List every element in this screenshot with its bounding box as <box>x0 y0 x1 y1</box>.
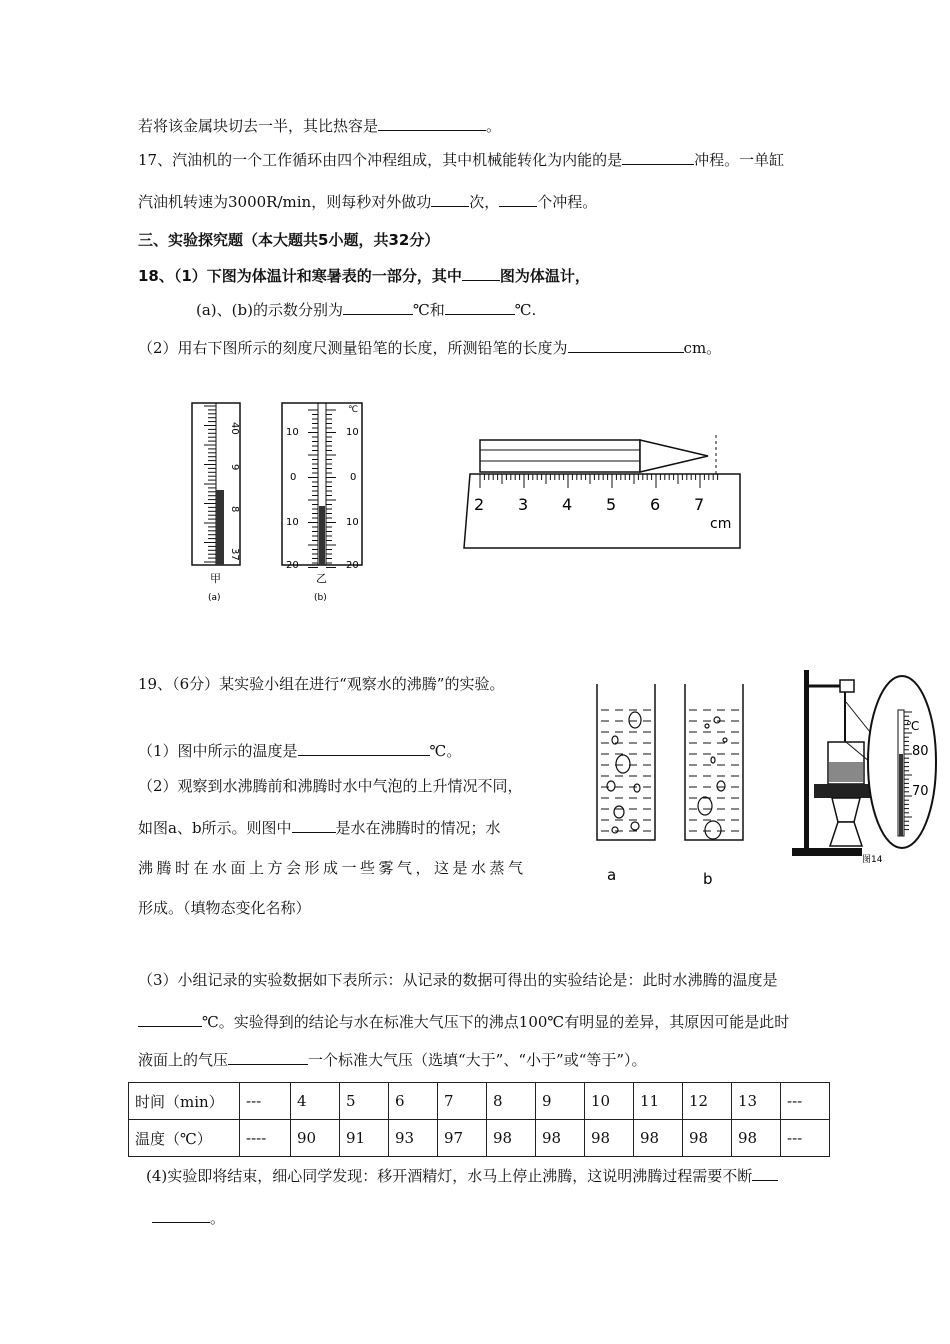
q19-line10: (4)实验即将结束，细心同学发现：移开酒精灯，水马上停止沸腾，这说明沸腾过程需要不断 <box>146 1166 778 1186</box>
table-cell: 93 <box>389 1120 438 1157</box>
figure-label: 甲 <box>210 572 221 585</box>
q19-line7: （3）小组记录的实验数据如下表所示：从记录的数据可得出的实验结论是：此时水沸腾的温度是 <box>138 971 778 989</box>
answer-blank[interactable] <box>343 300 413 315</box>
ruler-pencil-figure <box>460 430 750 560</box>
beaker-a <box>597 684 655 840</box>
q19-line5: 沸腾时在水面上方会形成一些雾气，这是水蒸气 <box>138 859 527 877</box>
q17-line2: 汽油机转速为3000R/min，则每秒对外做功 次， 个冲程。 <box>138 193 598 211</box>
tick-label: 40 <box>229 422 240 435</box>
ruler-number: 3 <box>518 495 529 514</box>
table-cell: 时间（min） <box>129 1083 240 1120</box>
unit-label: ℃ <box>906 719 920 733</box>
answer-blank[interactable] <box>752 1166 778 1181</box>
table-cell: 98 <box>634 1120 683 1157</box>
table-cell: 12 <box>683 1083 732 1120</box>
answer-blank[interactable] <box>298 741 430 756</box>
table-row <box>129 1083 830 1120</box>
table-cell: 13 <box>732 1083 781 1120</box>
figure-sublabel: (a) <box>208 593 221 603</box>
answer-blank[interactable] <box>228 1050 308 1065</box>
tick-label: 37 <box>229 548 240 561</box>
table-cell: 11 <box>634 1083 683 1120</box>
beaker-label: b <box>703 870 713 888</box>
answer-blank[interactable] <box>462 266 500 281</box>
tick-label: 10 <box>286 517 299 528</box>
figure-caption: 图14 <box>862 855 883 865</box>
answer-blank[interactable] <box>499 192 537 207</box>
boiling-apparatus-figure <box>788 662 938 872</box>
q18-line1: 18、（1）下图为体温计和寒暑表的一部分，其中 图为体温计， <box>138 267 590 285</box>
q19-line6: 形成。（填物态变化名称） <box>138 899 311 917</box>
table-cell: 98 <box>732 1120 781 1157</box>
table-cell: 7 <box>438 1083 487 1120</box>
table-cell: 98 <box>683 1120 732 1157</box>
table-cell: 5 <box>340 1083 389 1120</box>
beaker-label: a <box>607 866 617 884</box>
clinical-thermometer-figure <box>180 398 250 608</box>
ruler-number: 2 <box>474 495 485 514</box>
q18-line3: （2）用右下图所示的刻度尺测量铅笔的长度，所测铅笔的长度为 cm。 <box>138 339 722 357</box>
table-cell: 91 <box>340 1120 389 1157</box>
tick-label: 10 <box>346 427 359 438</box>
ruler-number: 5 <box>606 495 617 514</box>
line-specific-heat: 若将该金属块切去一半，其比热容是 。 <box>138 117 502 135</box>
table-cell: 10 <box>585 1083 634 1120</box>
table-cell: 温度（℃） <box>129 1120 240 1157</box>
answer-blank[interactable] <box>568 338 684 353</box>
tick-label: 0 <box>290 472 297 483</box>
q17-line1: 17、汽油机的一个工作循环由四个冲程组成，其中机械能转化为内能的是 冲程。一单缸 <box>138 151 785 169</box>
scale-label: 80 <box>912 744 929 759</box>
table-cell: 98 <box>585 1120 634 1157</box>
answer-blank[interactable] <box>152 1208 210 1223</box>
answer-blank[interactable] <box>138 1012 202 1027</box>
figure-label: 乙 <box>316 572 327 585</box>
answer-blank[interactable] <box>378 116 486 131</box>
room-thermometer-figure <box>276 398 376 608</box>
answer-blank[interactable] <box>622 150 694 165</box>
boiling-beakers-figure <box>585 680 765 895</box>
answer-blank[interactable] <box>431 192 469 207</box>
tick-label: 20 <box>346 560 359 571</box>
unit-label: ℃ <box>348 405 359 415</box>
table-cell: 98 <box>487 1120 536 1157</box>
q19-line3: （2）观察到水沸腾前和沸腾时水中气泡的上升情况不同， <box>138 777 523 795</box>
table-cell: 8 <box>487 1083 536 1120</box>
tick-label: 20 <box>286 560 299 571</box>
table-cell: 6 <box>389 1083 438 1120</box>
table-cell: ---- <box>240 1120 291 1157</box>
scale-label: 70 <box>912 784 929 799</box>
table-row <box>129 1120 830 1157</box>
table-cell: --- <box>781 1083 830 1120</box>
answer-blank[interactable] <box>445 300 515 315</box>
section-heading: 三、实验探究题（本大题共5小题，共32分） <box>138 231 440 249</box>
q18-line2: (a)、(b)的示数分别为 ℃和 ℃. <box>196 301 537 319</box>
ruler-number: 4 <box>562 495 573 514</box>
table-cell: 97 <box>438 1120 487 1157</box>
q19-line8: ℃。实验得到的结论与水在标准大气压下的沸点100℃有明显的差异，其原因可能是此时 <box>138 1012 789 1032</box>
table-cell: 9 <box>536 1083 585 1120</box>
table-cell: --- <box>240 1083 291 1120</box>
table-cell: 98 <box>536 1120 585 1157</box>
ruler-number: 7 <box>694 495 705 514</box>
q19-line1: 19、（6分）某实验小组在进行“观察水的沸腾”的实验。 <box>138 675 505 693</box>
q19-line2: （1）图中所示的温度是 ℃。 <box>138 742 462 760</box>
table-cell: 90 <box>291 1120 340 1157</box>
q19-line9: 液面上的气压 一个标准大气压（选填“大于”、“小于”或“等于”）。 <box>138 1051 647 1069</box>
data-table <box>128 1082 830 1157</box>
q19-line4: 如图a、b所示。则图中 是水在沸腾时的情况；水 <box>138 819 501 837</box>
answer-blank[interactable] <box>292 818 336 833</box>
ruler-unit: cm <box>710 516 732 532</box>
figure-sublabel: (b) <box>314 593 327 603</box>
ruler-number: 6 <box>650 495 661 514</box>
q19-line11: 。 <box>152 1208 225 1228</box>
table-cell: 4 <box>291 1083 340 1120</box>
tick-label: 0 <box>350 472 357 483</box>
tick-label: 8 <box>229 506 240 513</box>
tick-label: 10 <box>346 517 359 528</box>
tick-label: 10 <box>286 427 299 438</box>
tick-label: 9 <box>229 464 240 471</box>
table-cell: --- <box>781 1120 830 1157</box>
